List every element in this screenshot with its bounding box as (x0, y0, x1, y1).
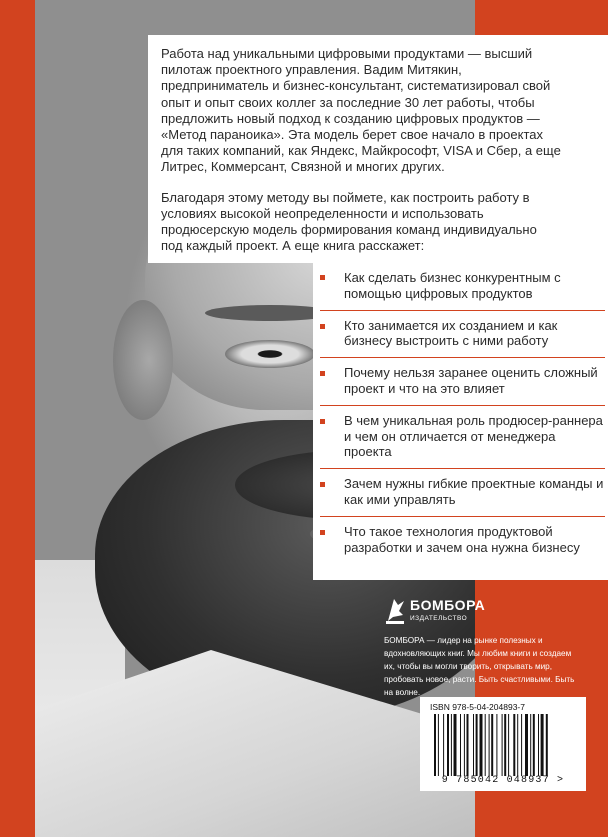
publisher-name: БОМБОРА (410, 597, 486, 613)
publisher-description: БОМБОРА — лидер на рынке полезных и вдохновляющих книг. Мы любим книги и создаем их, чтобы вы могли творить, открывать мир, пробовать новое, расти. Быть счастливыми. Быть на волне. (384, 636, 575, 697)
barcode-digits: 9 785042 048937 > (441, 775, 565, 786)
list-item (320, 310, 605, 358)
barcode-bar (485, 714, 486, 776)
bullet-square-icon (320, 482, 325, 487)
barcode-bar (464, 714, 465, 776)
barcode-bar (447, 714, 449, 776)
portrait-ear (113, 300, 173, 420)
intro-paragraph-1: Работа над уникальными цифровыми продуктами — высший пилотаж проектного управления. Вадим Митякин, предприниматель и бизнес-консультант, систематизировал свой опыт и опыт своих коллег за последние 30 лет работы, чтобы предложить новый подход к созданию цифровых продуктов — «Метод параноика». Эта модель берет свое начало в проектах для таких компаний, как Яндекс, Майкрософт, VISA и Сбер, а еще Литрес, Коммерсант, Связной и многих других. (161, 46, 561, 175)
barcode-bar (454, 714, 457, 776)
bullet-square-icon (320, 530, 325, 535)
list-item-text: Что такое технология продуктовой разработки и зачем она нужна бизнесу (344, 523, 580, 555)
barcode-bar (434, 714, 436, 776)
barcode-bar (473, 714, 474, 776)
publisher-subtitle: ИЗДАТЕЛЬСТВО (410, 615, 468, 622)
isbn-text: ISBN 978-5-04-204893-7 (430, 702, 525, 712)
barcode-label (420, 697, 586, 791)
barcode-bar (513, 714, 515, 776)
barcode-bar (496, 714, 497, 776)
barcode-icon (434, 714, 580, 776)
list-item (320, 357, 605, 405)
barcode-bar (521, 714, 522, 776)
list-item-text: В чем уникальная роль продюсер-раннера и чем он отличается от менеджера проекта (344, 412, 603, 460)
bombora-bird-icon (384, 595, 406, 625)
barcode-bar (525, 714, 528, 776)
barcode-bar (489, 714, 490, 776)
list-item (320, 262, 605, 310)
barcode-bar (438, 714, 439, 776)
list-item-text: Кто занимается их созданием и как бизнесу выстроить с ними работу (344, 317, 558, 349)
barcode-bar (491, 714, 493, 776)
barcode-bar (443, 714, 444, 776)
barcode-bar (504, 714, 506, 776)
barcode-bar (476, 714, 478, 776)
intro-paragraph-2: Благодаря этому методу вы поймете, как построить работу в условиях высокой неопределенности и использовать продюсерскую модель формирования команд индивидуально под каждый проект. А еще книга расскажет: (161, 189, 537, 254)
list-item-text: Почему нельзя заранее оценить сложный проект и что на это влияет (344, 365, 598, 396)
barcode-bar (541, 714, 544, 776)
barcode-bar (517, 714, 518, 776)
bullet-square-icon (320, 324, 325, 329)
barcode-bar (460, 714, 461, 776)
list-item (320, 405, 605, 468)
portrait-eye (225, 340, 315, 368)
intro-text (161, 46, 561, 254)
bullet-square-icon (320, 419, 325, 424)
bullet-square-icon (320, 275, 325, 280)
list-item (320, 468, 605, 516)
barcode-bar (502, 714, 503, 776)
list-item-text: Зачем нужны гибкие проектные команды и как ими управлять (344, 476, 604, 507)
barcode-bar (467, 714, 469, 776)
list-item (320, 516, 605, 564)
publisher-logo (384, 595, 584, 629)
barcode-bar (530, 714, 531, 776)
bullet-square-icon (320, 371, 325, 376)
barcode-bar (508, 714, 509, 776)
barcode-bar (451, 714, 452, 776)
barcode-bar (533, 714, 535, 776)
barcode-bar (546, 714, 548, 776)
barcode-bar (538, 714, 539, 776)
barcode-bar (480, 714, 483, 776)
list-item-text: Как сделать бизнес конкурентным с помощью цифровых продуктов (344, 270, 561, 301)
feature-list (320, 262, 605, 563)
